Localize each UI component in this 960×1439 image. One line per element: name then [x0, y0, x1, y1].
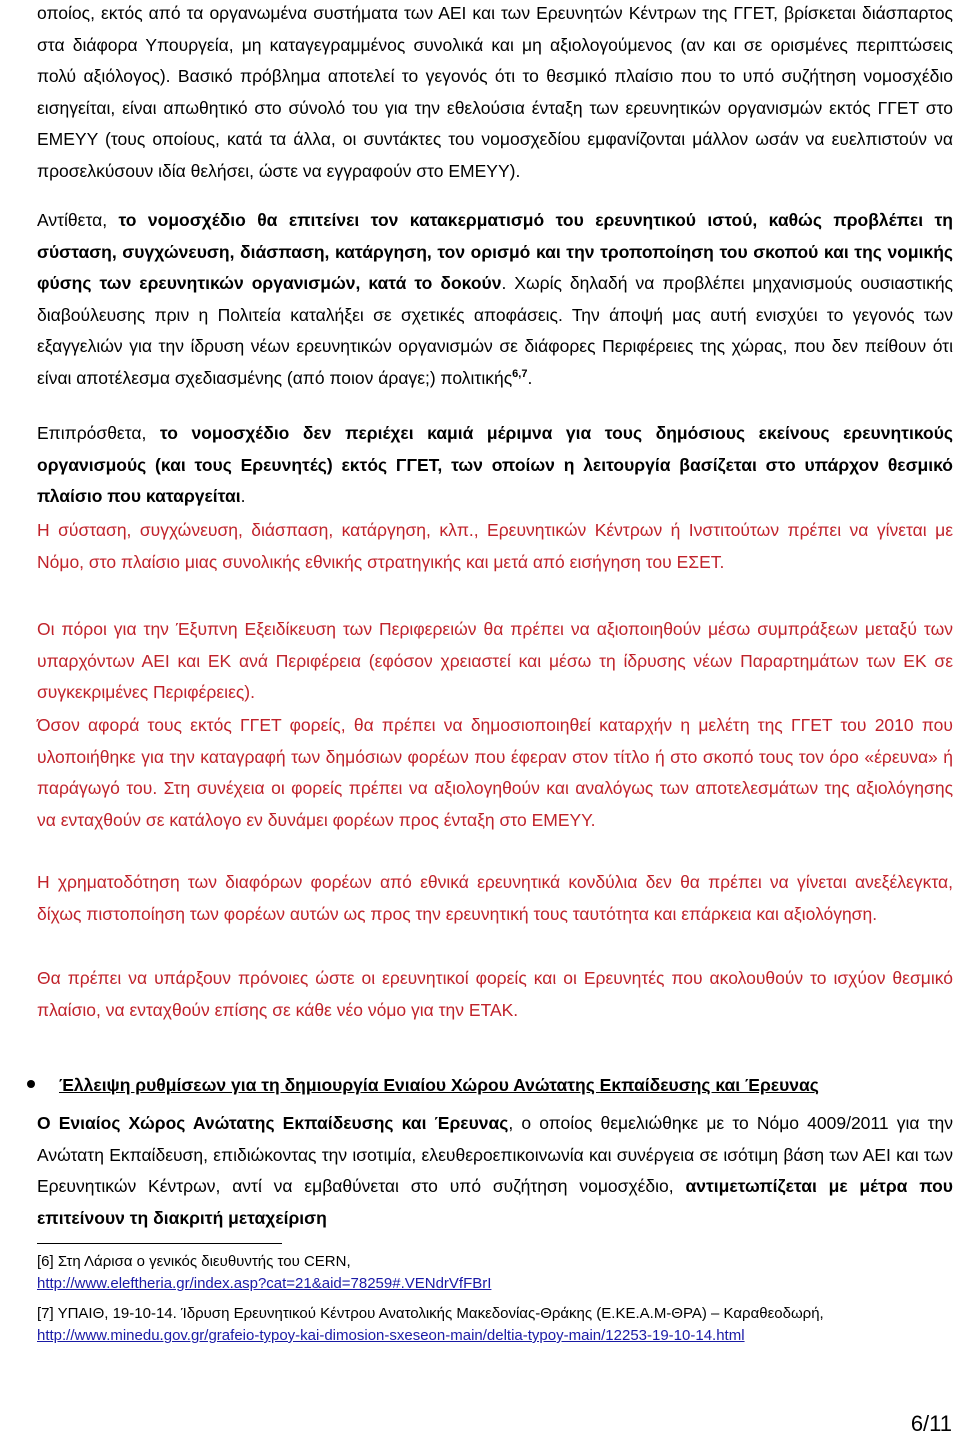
footnote-7-link[interactable]: http://www.minedu.gov.gr/grafeio-typoy-kai-dimosion-sxeseon-main/deltia-typoy-main/12253-19-10-14.html [37, 1327, 745, 1344]
paragraph-9 [37, 1108, 953, 1234]
paragraph-2-start: Αντίθετα, [37, 210, 119, 230]
paragraph-9-mid: , ο οποίος θεμελιώθηκε με το Νόμο 4009/2011 για την Ανώτατη Εκπαίδευση, επιδιώκοντας την ισοτιμία, ελευθεροεπικοινωνία και συνέργεια σε ισότιμη βάση των ΑΕΙ και των Ερευνητικών Κέντρων, αντί να εμβαθύνεται στο υπό συζήτηση νομοσχέδιο, [37, 1113, 953, 1196]
paragraph-5: Οι πόροι για την Έξυπνη Εξειδίκευση των Περιφερειών θα πρέπει να αξιοποιηθούν μέσω συμπράξεων μεταξύ των υπαρχόντων ΑΕΙ και ΕΚ ανά Περιφέρεια (εφόσον χρειαστεί και μέσω τη ίδρυσης νέων Παραρτημάτων των ΕΚ σε συγκεκριμένες Περιφέρειες). [37, 619, 953, 702]
footnote-ref-6-7[interactable]: 6,7 [512, 367, 528, 380]
paragraph-2-end: . Χωρίς δηλαδή να προβλέπει μηχανισμούς ουσιαστικής διαβούλευσης πριν η Πολιτεία καταλήξει σε σχετικές αποφάσεις. Την άποψή μας αυτή ενισχύει το γεγονός των εξαγγελιών για την ίδρυση νέων ερευνητικών οργανισμών σε διάφορες Περιφέρειες της χώρας, που δεν πείθουν ότι είναι αποτέλεσμα σχεδιασμένης (από ποιον άραγε;) πολιτικής [37, 273, 953, 388]
paragraph-3-start: Επιπρόσθετα, [37, 423, 160, 443]
paragraph-7: Η χρηματοδότηση των διαφόρων φορέων από εθνικά ερευνητικά κονδύλια δεν θα πρέπει να γίνεται ανεξέλεγκτα, δίχως πιστοποίηση των φορέων αυτών ως προς την ερευνητική τους ταυτότητα και επάρκεια και αξιολόγηση. [37, 872, 953, 924]
footnote-7-text: [7] ΥΠΑΙΘ, 19-10-14. Ίδρυση Ερευνητικού Κέντρου Ανατολικής Μακεδονίας-Θράκης (Ε.ΚΕ.Α.Μ-ΘΡΑ) – Καραθεοδωρή, [37, 1305, 824, 1322]
paragraph-3 [37, 418, 953, 513]
paragraph-2 [37, 205, 953, 394]
bullet-item [27, 1070, 953, 1102]
footnote-6-link[interactable]: http://www.eleftheria.gr/index.asp?cat=21&aid=78259#.VENdrVfFBrI [37, 1275, 492, 1292]
paragraph-3-bold: το νομοσχέδιο δεν περιέχει καμιά μέριμνα για τους δημόσιους εκείνους ερευνητικούς οργανισμούς (και τους Ερευνητές) εκτός ΓΓΕΤ, των οποίων η λειτουργία βασίζεται στο υπάρχον θεσμικό πλαίσιο που καταργείται [37, 423, 953, 506]
paragraph-9-bold-1: Ο Ενιαίος Χώρος Ανώτατης Εκπαίδευσης και Έρευνας [37, 1113, 509, 1133]
paragraph-2-bold: το νομοσχέδιο θα επιτείνει τον κατακερματισμό του ερευνητικού ιστού, καθώς προβλέπει τη σύσταση, συγχώνευση, διάσπαση, κατάργηση, τον ορισμό και την τροποποίηση του σκοπού και της νομικής φύσης των ερευνητικών οργανισμών, κατά το δοκούν [37, 210, 953, 293]
page-number: 6/11 [910, 1411, 952, 1436]
paragraph-6: Όσον αφορά τους εκτός ΓΓΕΤ φορείς, θα πρέπει να δημοσιοποιηθεί καταρχήν η μελέτη της ΓΓΕΤ του 2010 που υλοποιήθηκε για την καταγραφή των δημόσιων φορέων που έφεραν στον τίτλο ή στο σκοπό τους τον όρο «έρευνα» ή παράγωγό του. Στη συνέχεια οι φορείς πρέπει να αξιολογηθούν και αναλόγως των αποτελεσμάτων της αξιολόγησης να ενταχθούν σε κατάλογο εν δυνάμει φορέων προς ένταξη στο ΕΜΕΥΥ. [37, 715, 953, 830]
paragraph-8: Θα πρέπει να υπάρξουν πρόνοιες ώστε οι ερευνητικοί φορείς και οι Ερευνητές που ακολουθούν το ισχύον θεσμικό πλαίσιο, να ενταχθούν επίσης σε κάθε νέο νόμο για την ΕΤΑΚ. [37, 968, 953, 1020]
footnote-6 [37, 1251, 953, 1295]
paragraph-4: Η σύσταση, συγχώνευση, διάσπαση, κατάργηση, κλπ., Ερευνητικών Κέντρων ή Ινστιτούτων πρέπει να γίνεται με Νόμο, στο πλαίσιο μιας συνολικής εθνικής στρατηγικής και μετά από εισήγηση του ΕΣΕΤ. [37, 520, 953, 572]
paragraph-1: οποίος, εκτός από τα οργανωμένα συστήματα των ΑΕΙ και των Ερευνητών Κέντρων της ΓΓΕΤ, βρίσκεται διάσπαρτος στα διάφορα Υπουργεία, μη καταγεγραμμένος συνολικά και μη αξιολογούμενος (αν και σε ορισμένες περιπτώσεις πολύ αξιόλογος). Βασικό πρόβλημα αποτελεί το γεγονός ότι το θεσμικό πλαίσιο που το υπό συζήτηση νομοσχέδιο εισηγείται, είναι απωθητικό στο σύνολό του για την εθελούσια ένταξη των ερευνητικών οργανισμών εκτός ΓΓΕΤ στο ΕΜΕΥΥ (τους οποίους, κατά τα άλλα, οι συντάκτες του νομοσχεδίου εμφανίζονται μάλλον ωσάν να ευελπιστούν να προσελκύσουν ιδία θελήσει, ώστε να εγγραφούν στο ΕΜΕΥΥ). [37, 3, 953, 181]
bullet-icon [27, 1080, 35, 1088]
footnote-7 [37, 1303, 953, 1347]
section-heading: Έλλειψη ρυθμίσεων για τη δημιουργία Ενιαίου Χώρου Ανώτατης Εκπαίδευσης και Έρευνας [59, 1075, 819, 1095]
paragraph-2-tail: . [527, 367, 533, 388]
paragraph-9-bold-2: αντιμετωπίζεται με μέτρα που επιτείνουν τη διακριτή μεταχείριση [37, 1176, 953, 1228]
paragraph-3-end: . [240, 486, 246, 506]
footnote-divider [37, 1243, 282, 1244]
footnote-6-text: [6] Στη Λάρισα ο γενικός διευθυντής του CERN, [37, 1253, 351, 1270]
